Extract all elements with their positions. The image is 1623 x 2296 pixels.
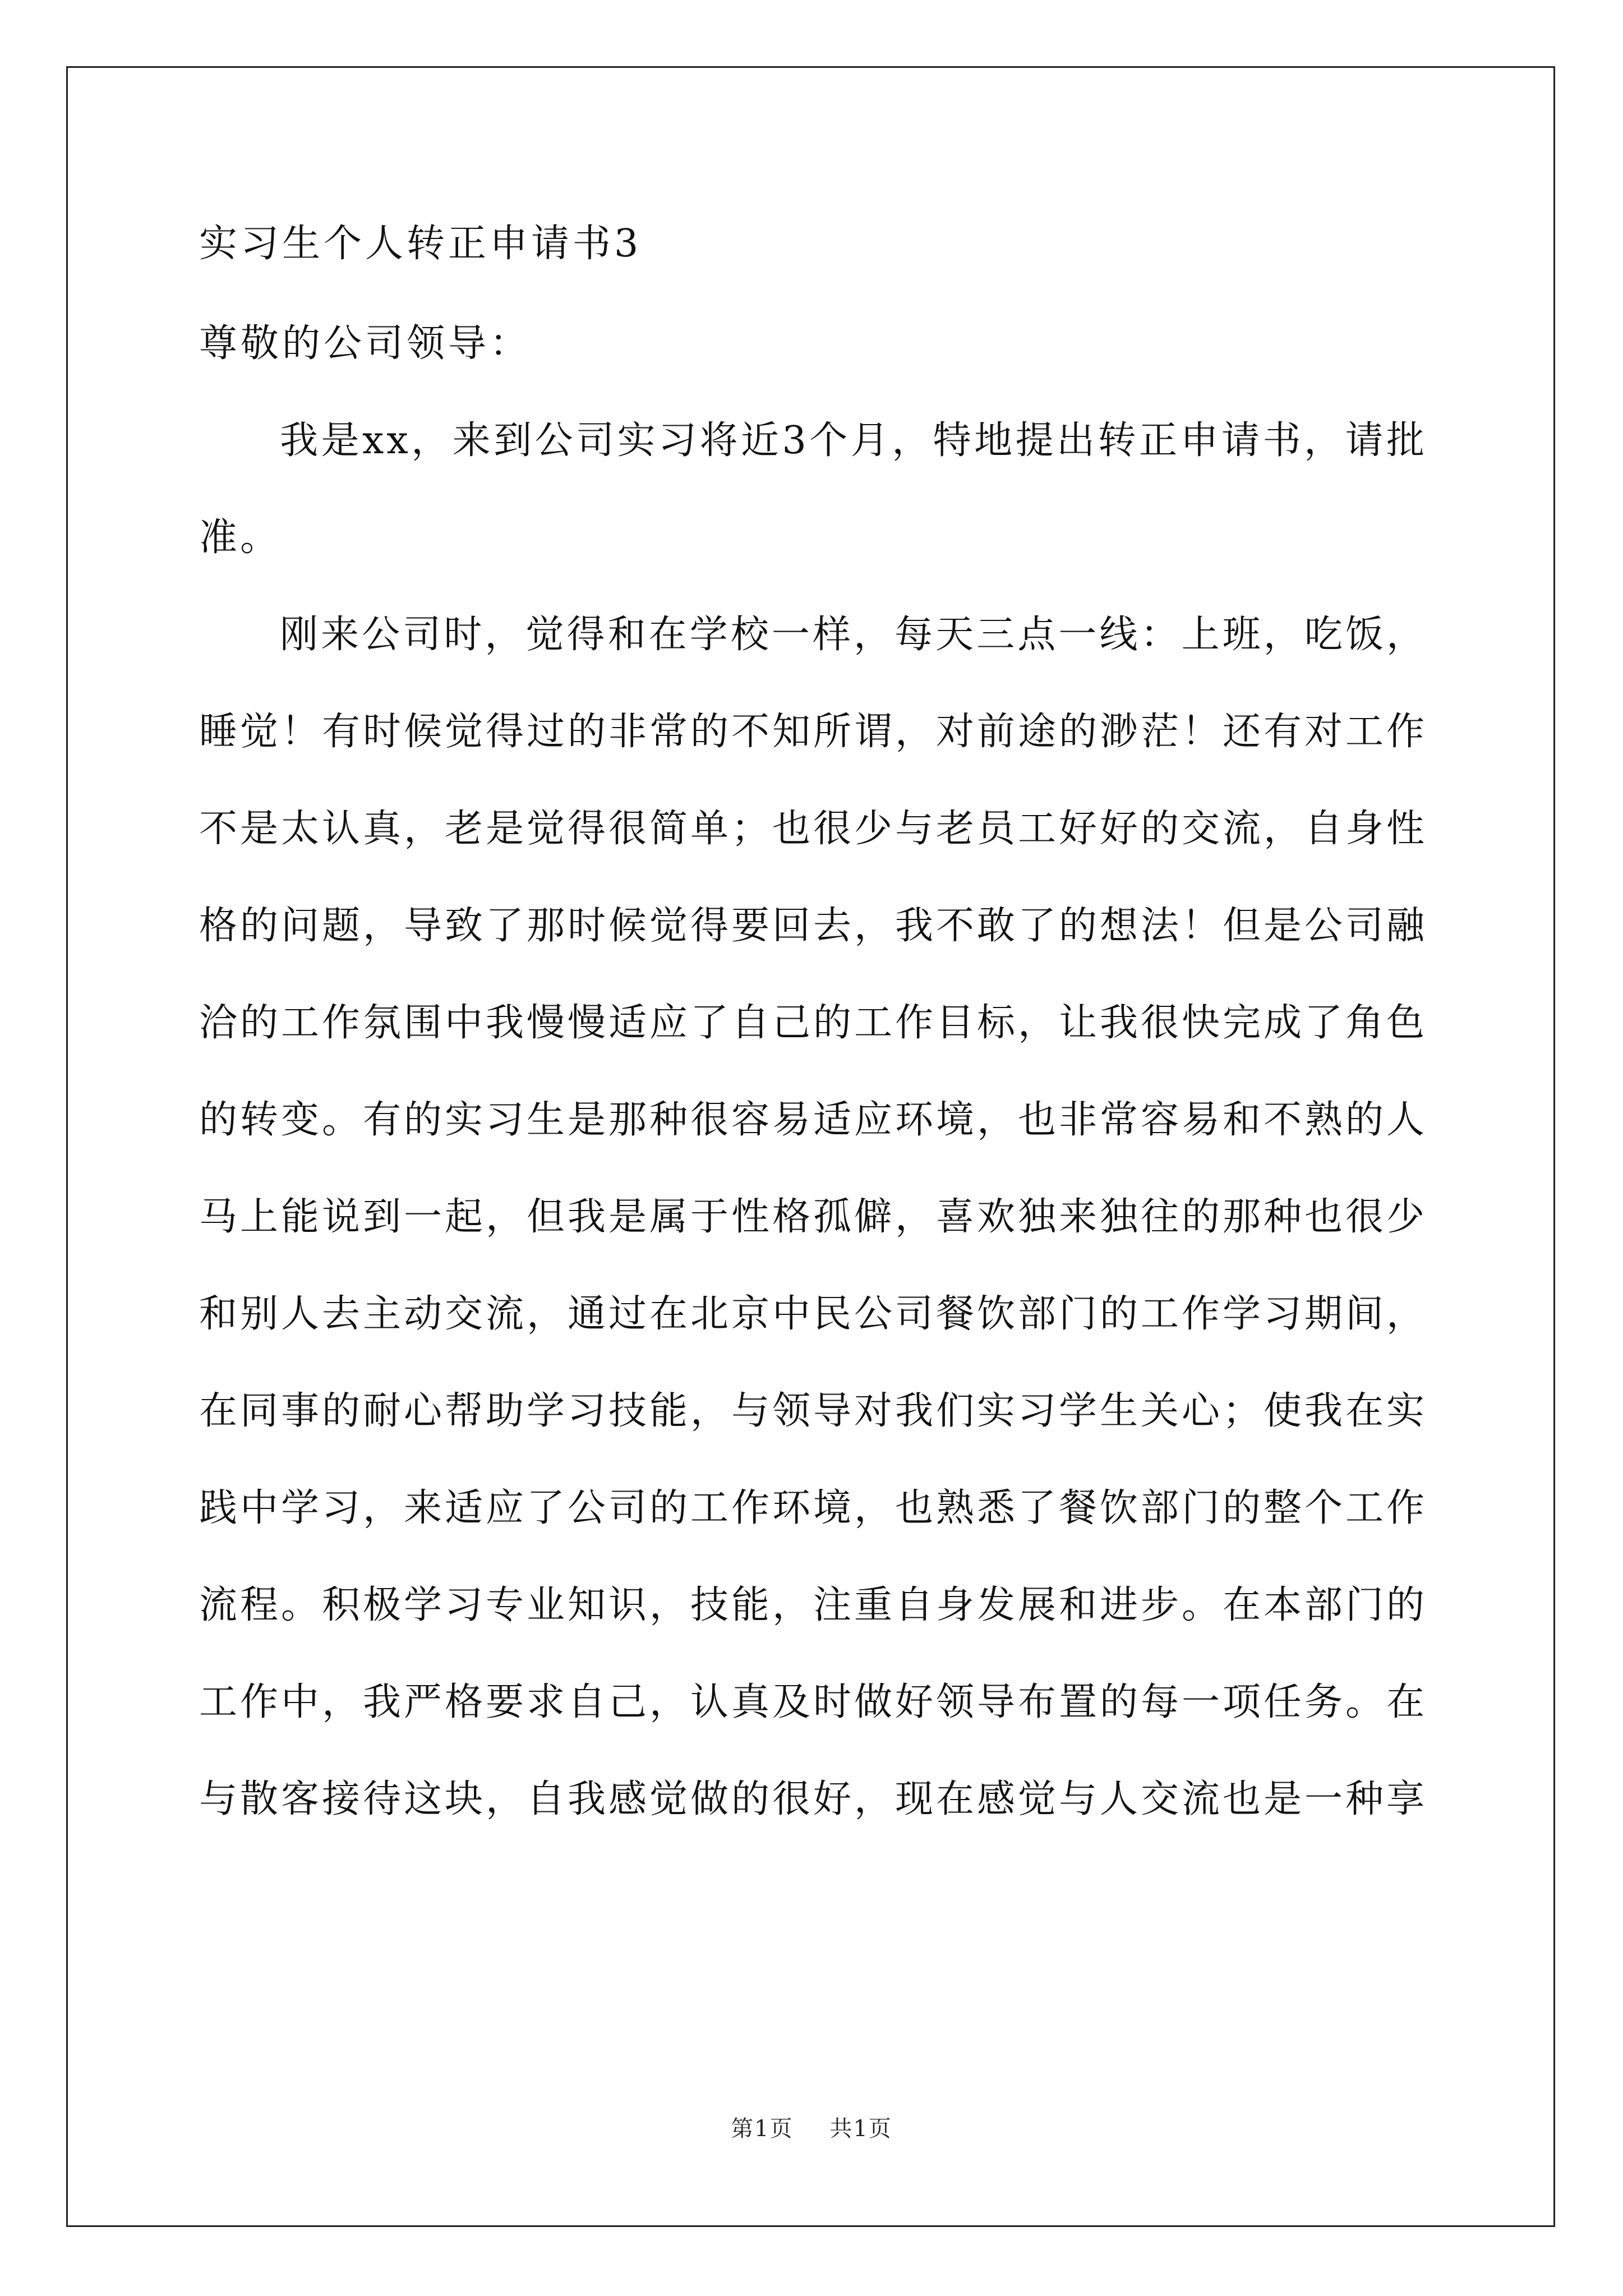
paragraph-intro: 我是xx，来到公司实习将近3个月，特地提出转正申请书，请批准。 (199, 418, 1427, 560)
salutation: 尊敬的公司领导： (199, 321, 532, 366)
page-total: 共1页 (829, 2116, 892, 2142)
page-footer (0, 2115, 1623, 2143)
page-number: 第1页 (731, 2116, 794, 2142)
document-title: 实习生个人转正申请书3 (199, 222, 642, 266)
paragraph-body: 刚来公司时，觉得和在学校一样，每天三点一线：上班，吃饭，睡觉！有时候觉得过的非常的不知所谓，对前途的渺茫！还有对工作不是太认真，老是觉得很简单；也很少与老员工好好的交流，自身性格的问题，导致了那时候觉得要回去，我不敢了的想法！但是公司融洽的工作氛围中我慢慢适应了自己的工作目标，让我很快完成了角色的转变。有的实习生是那种很容易适应环境，也非常容易和不熟的人马上能说到一起，但我是属于性格孤僻，喜欢独来独往的那种也很少和别人去主动交流，通过在北京中民公司餐饮部门的工作学习期间，在同事的耐心帮助学习技能，与领导对我们实习学生关心；使我在实践中学习，来适应了公司的工作环境，也熟悉了餐饮部门的整个工作流程。积极学习专业知识，技能，注重自身发展和进步。在本部门的工作中，我严格要求自己，认真及时做好领导布置的每一项任务。在与散客接待这块，自我感觉做的很好，现在感觉与人交流也是一种享 (199, 613, 1428, 1821)
document-body (199, 222, 1427, 1848)
